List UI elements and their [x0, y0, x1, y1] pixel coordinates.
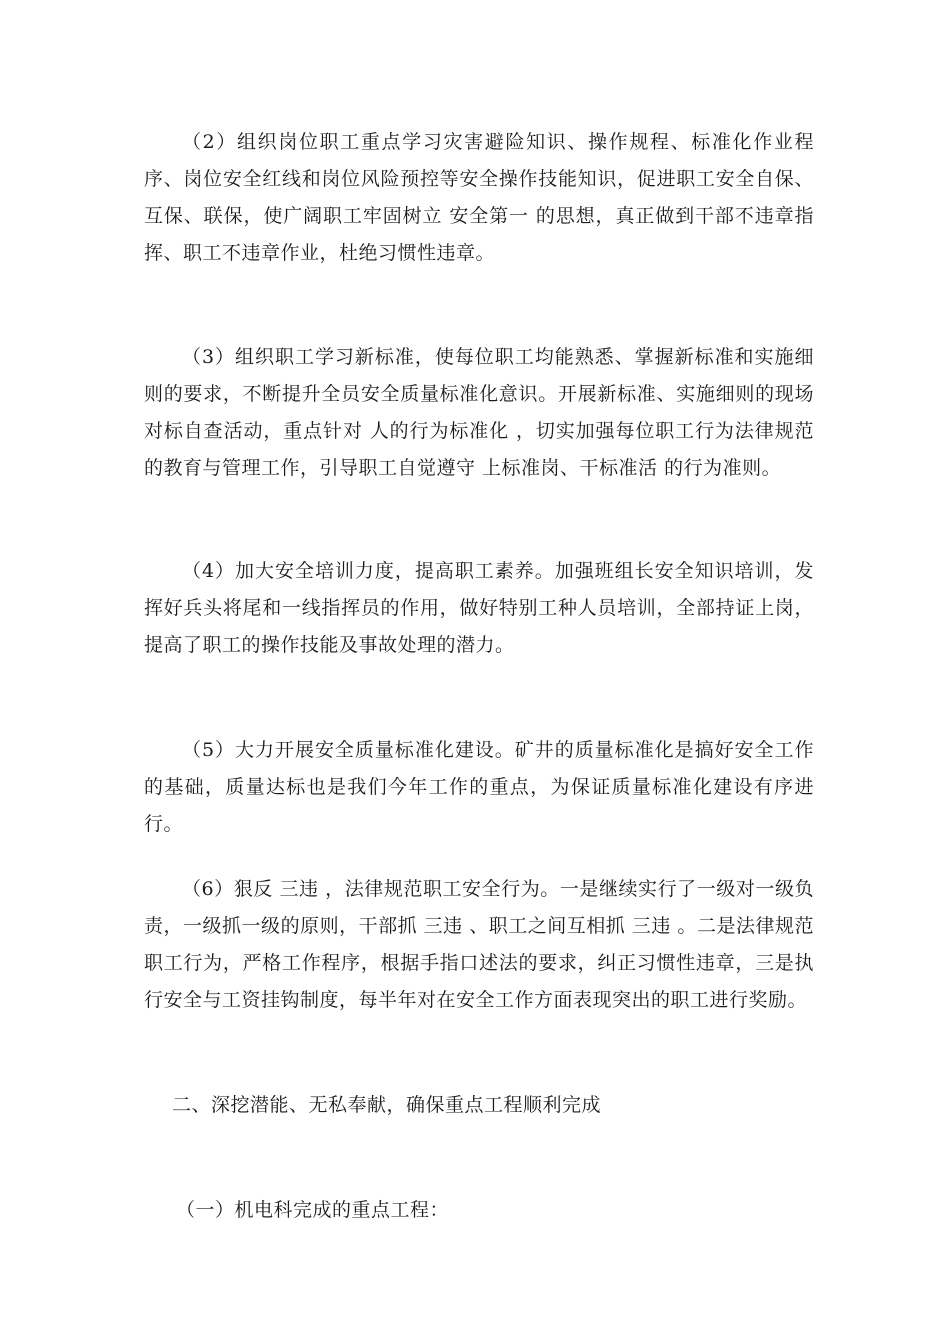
paragraph-6: （6）狠反 三违 ，法律规范职工安全行为。一是继续实行了一级对一级负责，一级抓一级的原则，干部抓 三违 、职工之间互相抓 三违 。二是法律规范职工行为，严格工作程序，根据手指口述法的要求，纠正习惯性违章，三是执行安全与工资挂钩制度，每半年对在安全工作方面表现突出的职工进行奖励。	[144, 878, 814, 1011]
paragraph-2: （2）组织岗位职工重点学习灾害避险知识、操作规程、标准化作业程序、岗位安全红线和岗位风险预控等安全操作技能知识，促进职工安全自保、互保、联保，使广阔职工牢固树立 安全第一 的思想，真正做到干部不违章指挥、职工不违章作业，杜绝习惯性违章。	[144, 131, 814, 264]
subsection-heading: （一）机电科完成的重点工程：	[176, 1199, 450, 1221]
paragraph-4: （4）加大安全培训力度，提高职工素养。加强班组长安全知识培训，发挥好兵头将尾和一线指挥员的作用，做好特别工种人员培训，全部持证上岗，提高了职工的操作技能及事故处理的潜力。	[144, 560, 814, 656]
section-heading: 二、深挖潜能、无私奉献，确保重点工程顺利完成	[172, 1094, 602, 1116]
paragraph-3: （3）组织职工学习新标准，使每位职工均能熟悉、掌握新标准和实施细则的要求，不断提升全员安全质量标准化意识。开展新标准、实施细则的现场对标自查活动，重点针对 人的行为标准化 ，切实加强每位职工行为法律规范的教育与管理工作，引导职工自觉遵守 上标准岗、干标准活 的行为准则。	[144, 346, 814, 479]
paragraph-5: （5）大力开展安全质量标准化建设。矿井的质量标准化是搞好安全工作的基础，质量达标也是我们今年工作的重点，为保证质量标准化建设有序进行。	[144, 739, 814, 835]
